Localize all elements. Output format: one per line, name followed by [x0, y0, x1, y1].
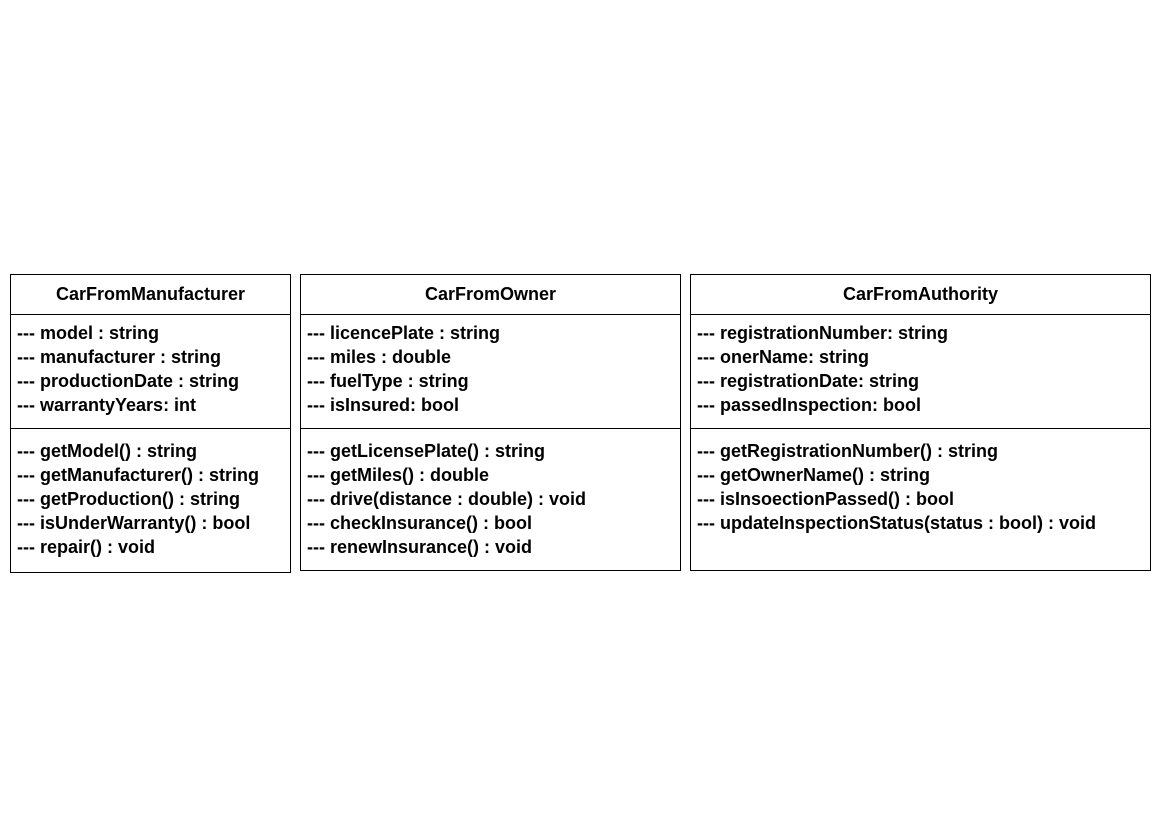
class-name: CarFromManufacturer	[11, 275, 290, 315]
attribute: --- passedInspection: bool	[697, 395, 922, 415]
attribute: --- miles : double	[307, 347, 451, 367]
method: --- isInsoectionPassed() : bool	[697, 489, 955, 509]
method: --- getRegistrationNumber() : string	[697, 441, 998, 461]
methods-section	[11, 429, 290, 559]
attribute: --- model : string	[17, 323, 159, 343]
methods-section	[301, 429, 680, 559]
attribute: --- licencePlate : string	[307, 323, 501, 343]
attributes-section	[11, 315, 290, 429]
method: --- drive(distance : double) : void	[307, 489, 587, 509]
methods-section	[691, 429, 1150, 535]
method: --- updateInspectionStatus(status : bool) : void	[697, 513, 1096, 533]
method: --- getOwnerName() : string	[697, 465, 931, 485]
method: --- getModel() : string	[17, 441, 197, 461]
attribute: --- registrationNumber: string	[697, 323, 949, 343]
method: --- getProduction() : string	[17, 489, 240, 509]
attribute: --- onerName: string	[697, 347, 870, 367]
attribute: --- manufacturer : string	[17, 347, 222, 367]
method: --- getManufacturer() : string	[17, 465, 259, 485]
method: --- isUnderWarranty() : bool	[17, 513, 251, 533]
method: --- getLicensePlate() : string	[307, 441, 546, 461]
attribute: --- productionDate : string	[17, 371, 239, 391]
attributes-section	[301, 315, 680, 429]
attribute: --- fuelType : string	[307, 371, 469, 391]
method: --- renewInsurance() : void	[307, 537, 533, 557]
class-car-from-owner[interactable]	[300, 274, 681, 571]
attribute: --- warrantyYears: int	[17, 395, 197, 415]
class-name: CarFromOwner	[301, 275, 680, 315]
class-car-from-authority[interactable]	[690, 274, 1151, 571]
method: --- repair() : void	[17, 537, 155, 557]
class-name: CarFromAuthority	[691, 275, 1150, 315]
attributes-section	[691, 315, 1150, 429]
method: --- checkInsurance() : bool	[307, 513, 533, 533]
attribute: --- isInsured: bool	[307, 395, 459, 415]
class-car-from-manufacturer[interactable]	[10, 274, 291, 573]
attribute: --- registrationDate: string	[697, 371, 920, 391]
method: --- getMiles() : double	[307, 465, 489, 485]
